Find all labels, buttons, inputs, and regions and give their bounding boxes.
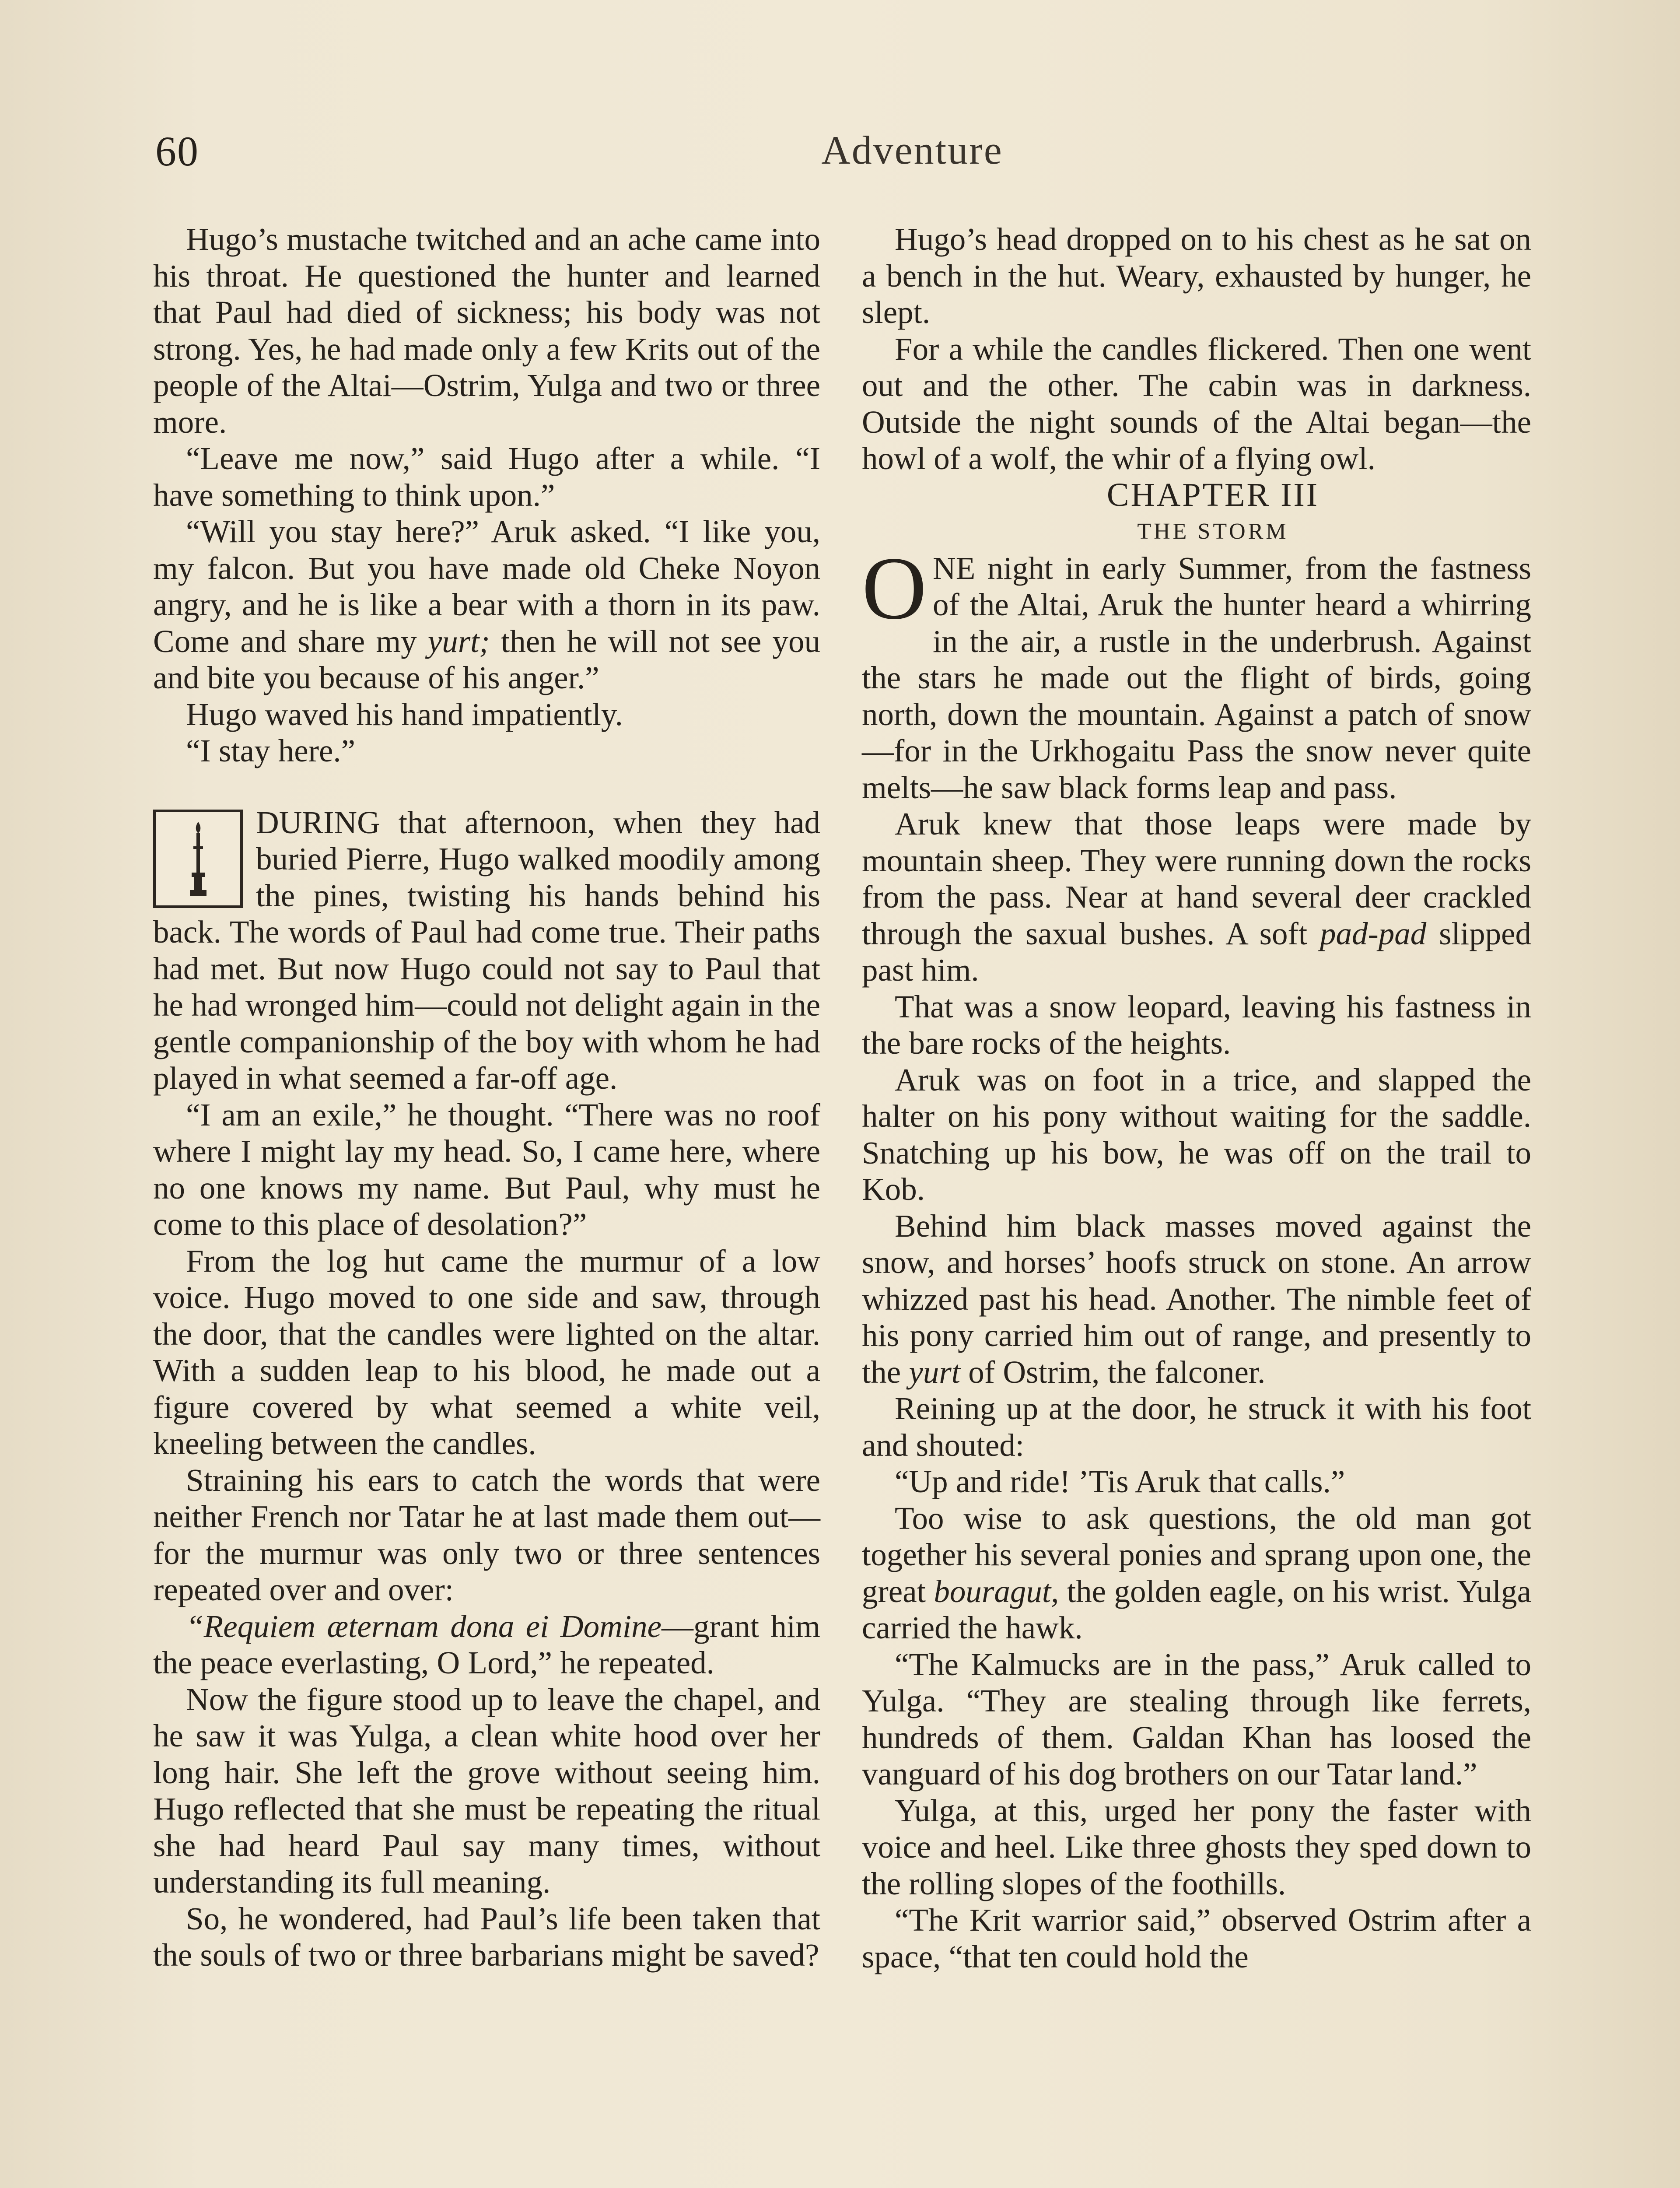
- paragraph: “Will you stay here?” Aruk asked. “I like you, my falcon. But you have made old Cheke Noyon angry, and he is like a bear with a thorn in its paw. Come and share my yurt; then he will not see you and bite you because of his anger.”: [153, 514, 820, 695]
- paragraph: Hugo’s head dropped on to his chest as he sat on a bench in the hut. Weary, exhausted by hunger, he slept.: [862, 221, 1531, 330]
- paragraph: “Requiem æternam dona ei Domine—grant him the peace everlasting, O Lord,” he repeated.: [153, 1608, 820, 1680]
- paragraph: From the log hut came the murmur of a low voice. Hugo moved to one side and saw, through the door, that the candles were lighted on the altar. With a sudden leap to his blood, he made out a figure covered by what seemed a white veil, kneeling between the candles.: [153, 1243, 820, 1461]
- paragraph: “I stay here.”: [186, 733, 356, 768]
- paragraph: “Up and ride! ’Tis Aruk that calls.”: [895, 1464, 1345, 1499]
- running-title: Adventure: [821, 128, 1003, 172]
- paragraph: Hugo’s mustache twitched and an ache came into his throat. He questioned the hunter and learned that Paul had died of sickness; his body was not strong. Yes, he had made only a few Krits out of the people of the Altai—Ostrim, Yulga and two or three more.: [153, 221, 820, 440]
- paragraph: So, he wondered, had Paul’s life been taken that the souls of two or three barbarians might be saved?: [153, 1900, 820, 1973]
- paragraph: Aruk was on foot in a trice, and slapped the halter on his pony without waiting for the saddle. Snatching up his bow, he was off on the trail to Kob.: [862, 1062, 1531, 1207]
- chapter-title: CHAPTER III: [1106, 476, 1320, 513]
- paragraph-with-initial: DURING that afternoon, when they had buried Pierre, Hugo walked moodily among the pines, twisting his hands behind his back. The words of Paul had come true. Their paths had met. But now Hugo could not say to Paul that he had wronged him—could not delight again in the gentle companionship of the boy with whom he had played in what seemed a far-off age.: [153, 804, 820, 1096]
- paragraph: Yulga, at this, urged her pony the faster with voice and heel. Like three ghosts they sped down to the rolling slopes of the foothills.: [862, 1792, 1531, 1901]
- drop-cap: O: [862, 538, 927, 638]
- paragraph: Behind him black masses moved against the snow, and horses’ hoofs struck on stone. An arrow whizzed past his head. Another. The nimble feet of his pony carried him out of range, and presently to the yurt of Ostrim, the falconer.: [862, 1208, 1531, 1390]
- chapter-subtitle: THE STORM: [1137, 519, 1289, 544]
- paragraph: “The Kalmucks are in the pass,” Aruk called to Yulga. “They are stealing through like ferrets, hundreds of them. Galdan Khan has loosed the vanguard of his dog brothers on our Tatar land.”: [862, 1646, 1531, 1792]
- paragraph: Straining his ears to catch the words that were neither French nor Tatar he at last made them out—for the murmur was only two or three sentences repeated over and over:: [153, 1462, 820, 1607]
- paragraph: That was a snow leopard, leaving his fastness in the bare rocks of the heights.: [862, 989, 1531, 1061]
- page-header: [155, 127, 1531, 184]
- paragraph: “The Krit warrior said,” observed Ostrim after a space, “that ten could hold the: [862, 1902, 1531, 1974]
- paragraph: For a while the candles flickered. Then one went out and the other. The cabin was in darkness. Outside the night sounds of the Altai began—the howl of a wolf, the whir of a flying owl.: [862, 331, 1531, 476]
- paragraph: “I am an exile,” he thought. “There was no roof where I might lay my head. So, I came here, where no one knows my name. But Paul, why must he come to this place of desolation?”: [153, 1097, 820, 1242]
- right-column: [862, 221, 1531, 1975]
- section-break: [153, 769, 820, 804]
- paragraph: Hugo waved his hand impatiently.: [186, 696, 623, 732]
- paragraph: “Leave me now,” said Hugo after a while. “I have something to think upon.”: [153, 441, 820, 513]
- paragraph-with-dropcap: ONE night in early Summer, from the fastness of the Altai, Aruk the hunter heard a whirring in the air, a rustle in the underbrush. Against the stars he made out the flight of birds, going north, down the mountain. Against a patch of snow—for in the Urkhogaitu Pass the snow never quite melts—he saw black forms leap and pass.: [862, 538, 1531, 805]
- left-column: [153, 221, 820, 1974]
- paragraph: Too wise to ask questions, the old man got together his several ponies and sprang upon one, the great bouragut, the golden eagle, on his wrist. Yulga carried the hawk.: [862, 1500, 1531, 1645]
- paragraph: Reining up at the door, he struck it with his foot and shouted:: [862, 1391, 1531, 1463]
- paragraph: Now the figure stood up to leave the chapel, and he saw it was Yulga, a clean white hood over her long hair. She left the grove without seeing him. Hugo reflected that she must be repeating the ritual she had heard Paul say many times, without understanding its full meaning.: [153, 1681, 820, 1900]
- page-number: 60: [155, 128, 199, 175]
- paragraph: Aruk knew that those leaps were made by mountain sheep. They were running down the rocks from the pass. Near at hand several deer crackled through the saxual bushes. A soft pad-pad slipped past him.: [862, 806, 1531, 988]
- decorative-initial-lamp-icon: [153, 810, 243, 908]
